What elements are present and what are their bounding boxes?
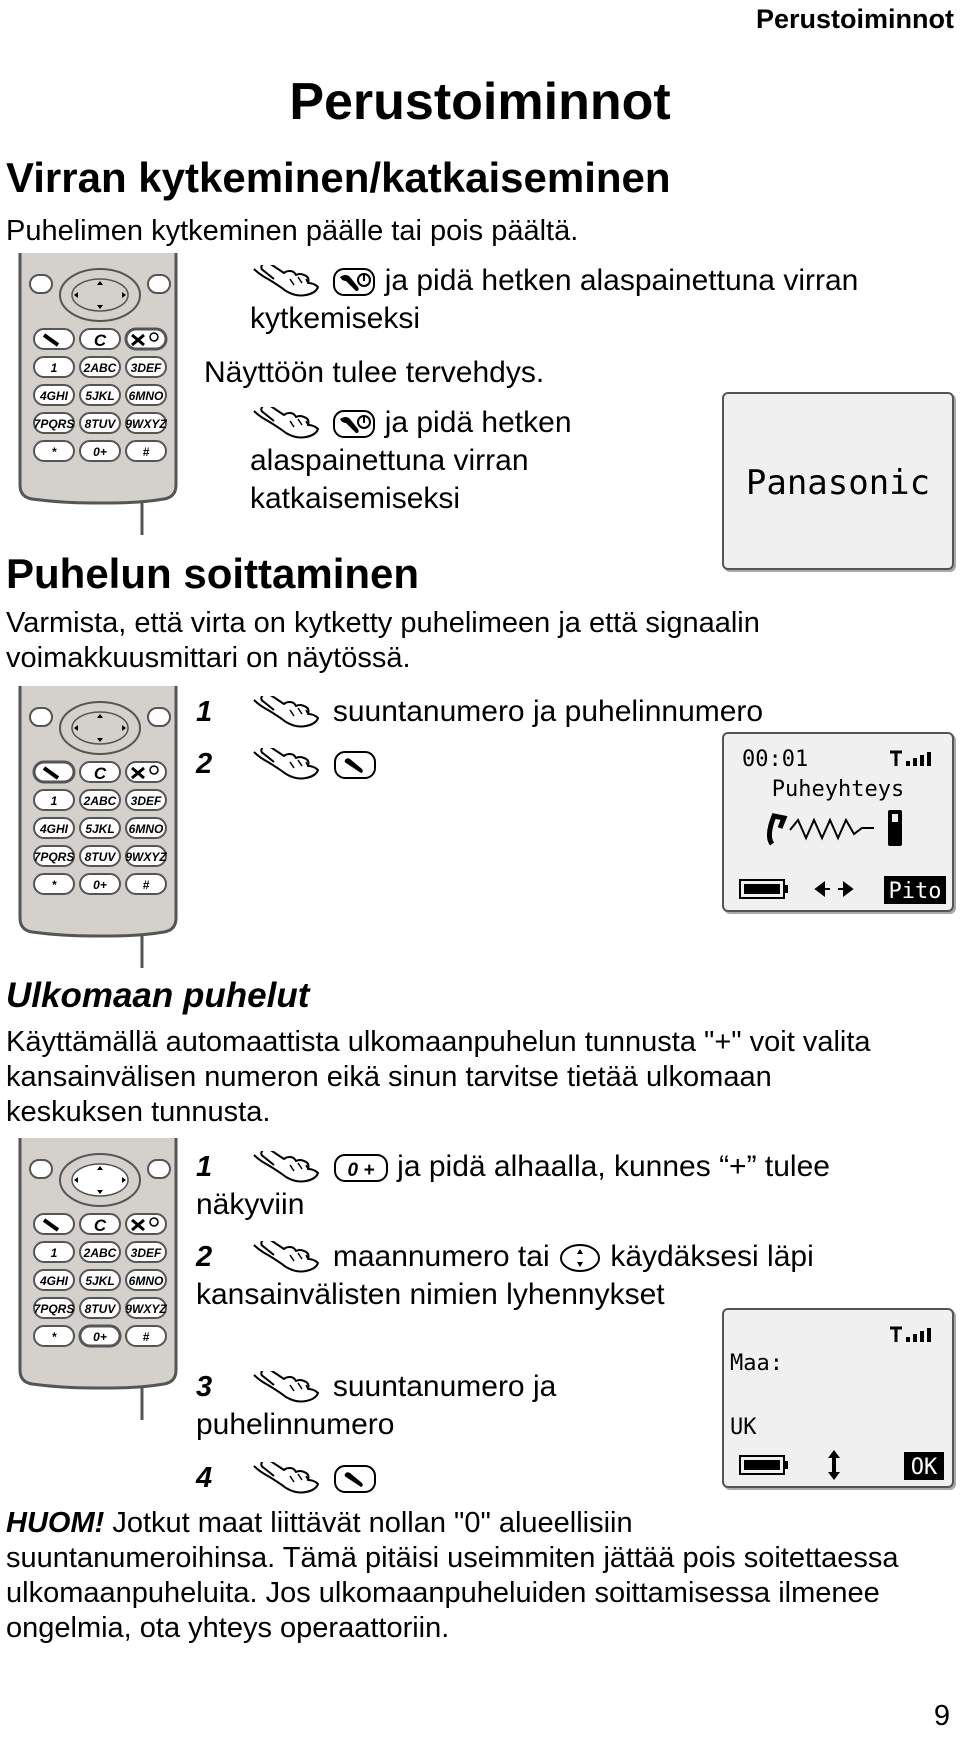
- section-heading-call: Puhelun soittaminen: [6, 550, 420, 597]
- battery-icon: [740, 1456, 788, 1474]
- intl-step-2: [196, 1238, 896, 1314]
- phonebook-key: [30, 708, 52, 726]
- call-step-2: [196, 745, 377, 783]
- menu-key: [148, 275, 170, 293]
- left-right-arrows-icon: [816, 883, 852, 895]
- greeting-screen-text: Panasonic: [745, 463, 931, 503]
- keypad-key-label: 4GHI: [39, 389, 69, 403]
- end-power-key-icon: [332, 407, 376, 441]
- keypad-key-label: 9WXYZ: [125, 1302, 167, 1316]
- keypad-key-label: 6MNO: [128, 389, 164, 403]
- keypad-key-label: 2ABC: [83, 794, 117, 808]
- keypad-key-label: *: [51, 1330, 57, 1344]
- keypad-key-label: 5JKL: [85, 822, 115, 836]
- hold-softkey: Pito: [888, 879, 942, 904]
- display-country: [722, 1308, 954, 1488]
- keypad-key-label: 0+: [93, 1330, 107, 1344]
- send-key: [34, 762, 74, 782]
- display-call: [722, 732, 954, 912]
- keypad-key-label: 3DEF: [130, 1246, 162, 1260]
- intl-step-2-text-a: maannumero tai: [332, 1240, 550, 1273]
- power-on-text: ja pidä hetken alaspainettuna virran kytkemiseksi: [250, 264, 859, 335]
- keypad-key-label: 9WXYZ: [125, 417, 167, 431]
- intl-step-4: [196, 1459, 377, 1497]
- keypad-key-label: *: [51, 445, 57, 459]
- step-number: 3: [196, 1371, 213, 1403]
- phone-illustration-intl: [14, 1138, 186, 1420]
- keypad-key-label: #: [142, 1330, 150, 1344]
- step-number: 4: [196, 1462, 213, 1494]
- page-number: 9: [933, 1700, 950, 1732]
- note: [6, 1506, 906, 1646]
- page-title: Perustoiminnot: [289, 73, 671, 131]
- country-label: Maa:: [730, 1351, 783, 1376]
- battery-icon: [740, 880, 788, 898]
- end-power-key-icon: [332, 265, 376, 299]
- running-header: Perustoiminnot: [755, 4, 954, 34]
- intl-intro: Käyttämällä automaattista ulkomaanpuhelun tunnusta "+" voit valita kansainvälisen numeron eikä sinun tarvitse tietää ulkomaan keskuksen tunnusta.: [6, 1026, 871, 1128]
- call-status: Puheyhteys: [771, 777, 905, 802]
- press-hand-icon: [250, 748, 324, 782]
- power-step-on: [250, 262, 940, 338]
- step-number: 2: [196, 1241, 213, 1273]
- press-hand-icon: [250, 407, 324, 441]
- power-off-text: ja pidä hetken alaspainettuna virran katkaisemiseksi: [250, 406, 572, 515]
- send-key-icon: [333, 748, 377, 782]
- press-hand-icon: [250, 265, 324, 299]
- phone-illustration-power: [14, 253, 186, 535]
- scroll-key-icon: [558, 1241, 602, 1275]
- send-key: [34, 329, 74, 349]
- press-hand-icon: [250, 1241, 324, 1275]
- call-step-1-text: suuntanumero ja puhelinnumero: [332, 695, 764, 728]
- signal-strength-icon: [890, 1328, 931, 1342]
- press-hand-icon: [250, 1371, 324, 1405]
- power-intro: Puhelimen kytkeminen päälle tai pois päältä.: [6, 215, 579, 247]
- clear-key-glyph: C: [93, 764, 107, 783]
- keypad-key-label: 1: [50, 794, 58, 808]
- keypad-key-label: #: [142, 445, 150, 459]
- phonebook-key: [30, 275, 52, 293]
- keypad-key-label: 7PQRS: [33, 417, 75, 431]
- section-heading-power: Virran kytkeminen/katkaiseminen: [6, 154, 671, 201]
- intl-step-3: [196, 1368, 616, 1444]
- press-hand-icon: [250, 1151, 324, 1185]
- ok-softkey: OK: [910, 1455, 938, 1480]
- press-hand-icon: [250, 1462, 324, 1496]
- call-time: 00:01: [742, 747, 809, 772]
- intl-step-1: [196, 1148, 896, 1224]
- keypad-key-label: 8TUV: [84, 850, 116, 864]
- intl-step-1-text: ja pidä alhaalla, kunnes “+” tulee näkyviin: [196, 1150, 830, 1221]
- country-value: UK: [730, 1415, 757, 1440]
- step-number: 1: [196, 1151, 213, 1183]
- up-down-arrows-icon: [828, 1450, 840, 1480]
- step-number: 2: [196, 748, 213, 780]
- keypad-key-label: 3DEF: [130, 794, 162, 808]
- keypad-key-label: 4GHI: [39, 1274, 69, 1288]
- power-step-off: [250, 404, 640, 518]
- keypad-key-label: 2ABC: [83, 1246, 117, 1260]
- keypad-key-label: 1: [50, 1246, 58, 1260]
- signal-strength-icon: [890, 752, 931, 766]
- keypad-key-label: 7PQRS: [33, 850, 75, 864]
- note-label: HUOM!: [6, 1507, 105, 1539]
- keypad-key-label: 4GHI: [39, 822, 69, 836]
- keypad-key-label: 8TUV: [84, 417, 116, 431]
- menu-key: [148, 708, 170, 726]
- menu-key: [148, 1160, 170, 1178]
- zero-plus-key-icon: [333, 1151, 389, 1185]
- call-connected-icon: [769, 810, 902, 846]
- section-heading-intl: Ulkomaan puhelut: [6, 976, 310, 1015]
- clear-key-glyph: C: [93, 331, 107, 350]
- phone-illustration-call: [14, 686, 186, 968]
- press-hand-icon: [250, 696, 324, 730]
- send-key: [34, 1214, 74, 1234]
- call-intro: Varmista, että virta on kytketty puhelimeen ja että signaalin voimakkuusmittari on näytössä.: [6, 607, 760, 674]
- keypad-key-label: 9WXYZ: [125, 850, 167, 864]
- keypad-key-label: 7PQRS: [33, 1302, 75, 1316]
- keypad-key-label: 0+: [93, 878, 107, 892]
- keypad-key-label: 6MNO: [128, 1274, 164, 1288]
- step-number: 1: [196, 696, 213, 728]
- end-power-key: [126, 762, 166, 782]
- keypad-key-label: 1: [50, 361, 58, 375]
- note-text: Jotkut maat liittävät nollan "0" alueellisiin suuntanumeroihinsa. Tämä pitäisi useimmiten jättää pois soitettaessa ulkomaanpuheluita. Jos ulkomaanpuheluiden soittamisessa ilmenee ongelmia, ota yhteys operaattoriin.: [6, 1507, 899, 1644]
- keypad-key-label: 8TUV: [84, 1302, 116, 1316]
- keypad-key-label: 5JKL: [85, 1274, 115, 1288]
- intl-step-2-text-b: käydäksesi läpi kansainvälisten nimien lyhennykset: [196, 1240, 814, 1311]
- end-power-key: [126, 329, 166, 349]
- keypad-key-label: 5JKL: [85, 389, 115, 403]
- send-key-icon: [333, 1462, 377, 1496]
- keypad-key-label: #: [142, 878, 150, 892]
- keypad-key-label: 2ABC: [83, 361, 117, 375]
- phonebook-key: [30, 1160, 52, 1178]
- call-step-1: [196, 693, 896, 731]
- clear-key-glyph: C: [93, 1216, 107, 1235]
- keypad-key-label: 0+: [93, 445, 107, 459]
- keypad-key-label: 6MNO: [128, 822, 164, 836]
- keypad-key-label: *: [51, 878, 57, 892]
- display-greeting: [722, 392, 954, 570]
- greeting-text: Näyttöön tulee tervehdys.: [204, 356, 545, 389]
- end-power-key: [126, 1214, 166, 1234]
- intl-step-3-text: suuntanumero ja puhelinnumero: [196, 1370, 557, 1441]
- keypad-key-label: 3DEF: [130, 361, 162, 375]
